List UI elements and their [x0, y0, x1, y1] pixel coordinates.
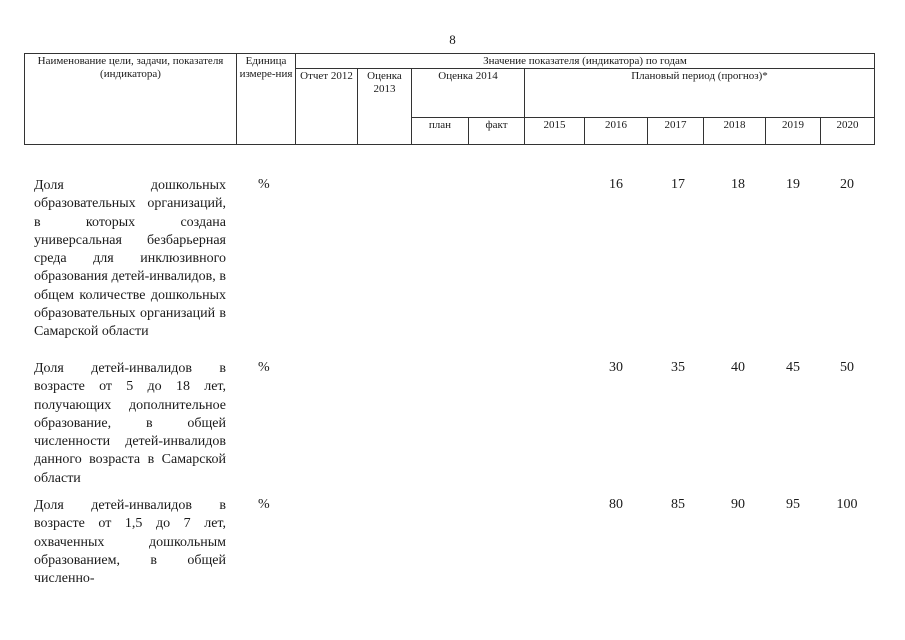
header-year: 2015	[525, 118, 585, 145]
value-2019: 19	[786, 177, 800, 192]
indicator-name: Доля дошкольных образовательных организаций, в которых создана универсальная безбарьерная среда для инклюзивного образования детей-инвалидов, в общем количестве дошкольных образовательных организаций в Самарской области	[34, 178, 226, 340]
indicator-table-header	[24, 53, 875, 145]
indicator-unit: %	[258, 497, 270, 512]
value-2019: 95	[786, 497, 800, 512]
value-2020: 100	[836, 497, 858, 512]
value-2016: 30	[609, 360, 623, 375]
indicator-unit: %	[258, 177, 270, 192]
value-2016: 16	[609, 177, 623, 192]
header-estimate-2013: Оценка 2013	[358, 69, 412, 145]
value-2017: 35	[671, 360, 685, 375]
header-year: 2020	[821, 118, 875, 145]
header-plan-period: Плановый период (прогноз)*	[525, 69, 875, 118]
value-2016: 80	[609, 497, 623, 512]
header-year: 2019	[766, 118, 821, 145]
header-year: 2018	[704, 118, 766, 145]
value-2020: 50	[840, 360, 854, 375]
value-2018: 40	[731, 360, 745, 375]
header-unit: Единица измере-ния	[237, 54, 296, 145]
page-number: 8	[449, 32, 456, 47]
header-fact: факт	[469, 118, 525, 145]
value-2017: 85	[671, 497, 685, 512]
indicator-name: Доля детей-инвалидов в возрасте от 5 до 18 лет, получающих дополнительное образование, в общей численности детей-инвалидов данного возраста в Самарской области	[34, 361, 226, 486]
indicator-name: Доля детей-инвалидов в возрасте от 1,5 до 7 лет, охваченных дошкольным образованием, в общей численно-	[34, 498, 226, 587]
value-2020: 20	[840, 177, 854, 192]
header-values-title: Значение показателя (индикатора) по годам	[296, 54, 875, 69]
header-estimate-2014: Оценка 2014	[412, 69, 525, 118]
value-2018: 18	[731, 177, 745, 192]
header-report-2012: Отчет 2012	[296, 69, 358, 145]
value-2019: 45	[786, 360, 800, 375]
header-name: Наименование цели, задачи, показателя (индикатора)	[25, 54, 237, 145]
header-year: 2016	[585, 118, 648, 145]
value-2018: 90	[731, 497, 745, 512]
header-year: 2017	[648, 118, 704, 145]
value-2017: 17	[671, 177, 685, 192]
indicator-unit: %	[258, 360, 270, 375]
header-plan: план	[412, 118, 469, 145]
